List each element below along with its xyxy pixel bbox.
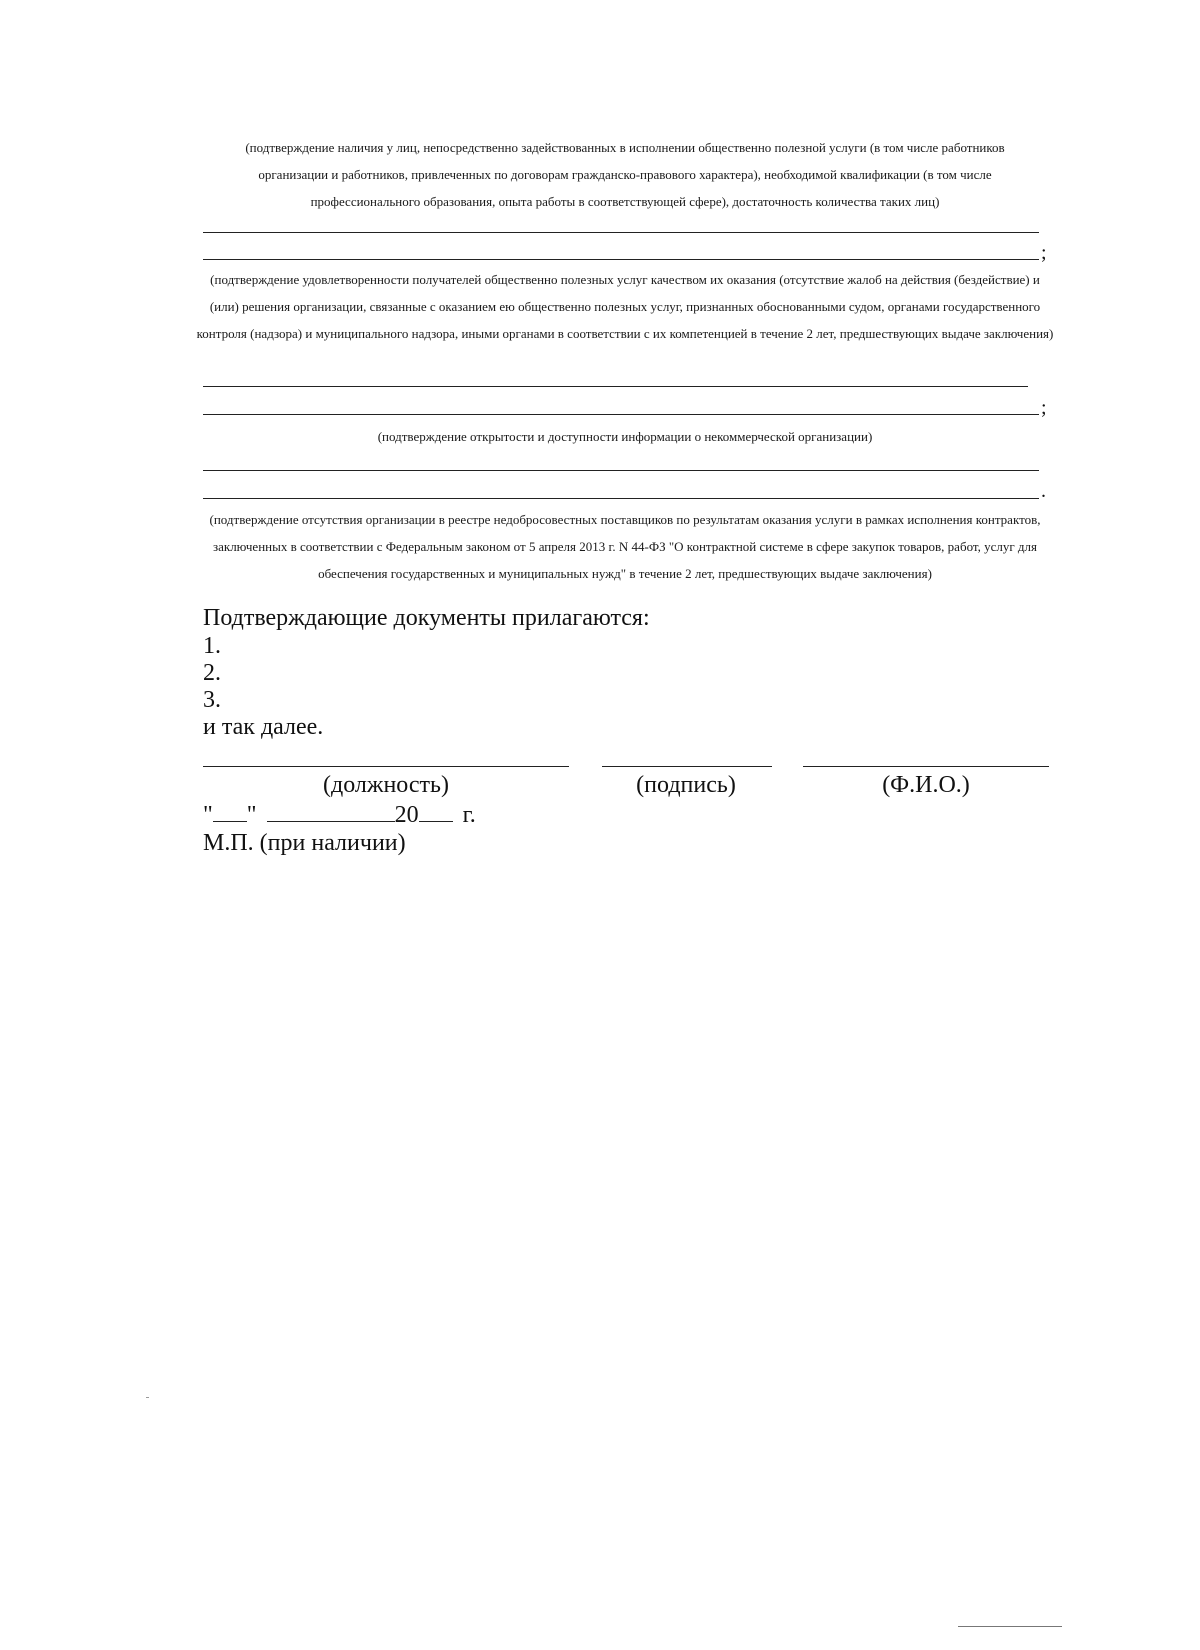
line-end-period: . xyxy=(1041,480,1046,502)
year-blank[interactable] xyxy=(419,801,453,822)
fill-line[interactable] xyxy=(203,470,1039,471)
attachment-item: 2. xyxy=(203,660,221,686)
position-label: (должность) xyxy=(323,772,449,798)
fill-line[interactable] xyxy=(203,259,1039,260)
fill-line[interactable] xyxy=(203,498,1039,499)
signature-line[interactable] xyxy=(602,766,772,767)
caption-recipient-satisfaction: (подтверждение удовлетворенности получателей общественно полезных услуг качеством их оказания (отсутствие жалоб на действия (бездействие) и (или) решения организации, связанные с оказанием ею общественно полезных услуг, признанных обоснованными судом, органами государственного контроля (надзора) и муниципального надзора, иными органами в соответствии с их компетенцией в течение 2 лет, предшествующих выдаче заключения) xyxy=(196,272,1054,341)
year-suffix: г. xyxy=(462,802,476,828)
fill-line[interactable] xyxy=(203,232,1039,233)
attachment-item: 1. xyxy=(203,633,221,659)
line-end-semicolon: ; xyxy=(1041,397,1047,419)
month-blank[interactable] xyxy=(267,801,395,822)
date-line xyxy=(203,801,476,829)
attachments-heading: Подтверждающие документы прилагаются: xyxy=(203,605,650,631)
line-end-semicolon: ; xyxy=(1041,242,1047,264)
fill-line[interactable] xyxy=(203,414,1039,415)
footer-rule xyxy=(958,1626,1062,1627)
signature-label: (подпись) xyxy=(636,772,736,798)
caption-staff-qualification: (подтверждение наличия у лиц, непосредственно задействованных в исполнении общественно полезной услуги (в том числе работников организации и работников, привлеченных по договорам гражданско-правового характера), необходимой квалификации (в том числе профессионального образования, опыта работы в соответствующей сфере), достаточность количества таких лиц) xyxy=(245,140,1005,209)
stamp-label: М.П. (при наличии) xyxy=(203,830,406,856)
position-signature-line[interactable] xyxy=(203,766,569,767)
day-blank[interactable] xyxy=(213,801,247,822)
name-signature-line[interactable] xyxy=(803,766,1049,767)
scan-artifact xyxy=(146,1397,149,1398)
attachments-etc: и так далее. xyxy=(203,714,324,740)
date-quote-close: " xyxy=(246,802,257,828)
year-prefix: 20 xyxy=(394,802,419,828)
caption-supplier-registry: (подтверждение отсутствия организации в реестре недобросовестных поставщиков по результатам оказания услуги в рамках исполнения контрактов, заключенных в соответствии с Федеральным законом от 5 апреля 2013 г. N 44-ФЗ "О контрактной системе в сфере закупок товаров, работ, услуг для обеспечения государственных и муниципальных нужд" в течение 2 лет, предшествующих выдаче заключения) xyxy=(209,512,1041,581)
date-quote-open: " xyxy=(203,802,213,828)
attachment-item: 3. xyxy=(203,687,221,713)
fill-line[interactable] xyxy=(203,386,1028,387)
name-label: (Ф.И.О.) xyxy=(882,772,970,798)
caption-information-openness: (подтверждение открытости и доступности информации о некоммерческой организации) xyxy=(377,429,873,444)
